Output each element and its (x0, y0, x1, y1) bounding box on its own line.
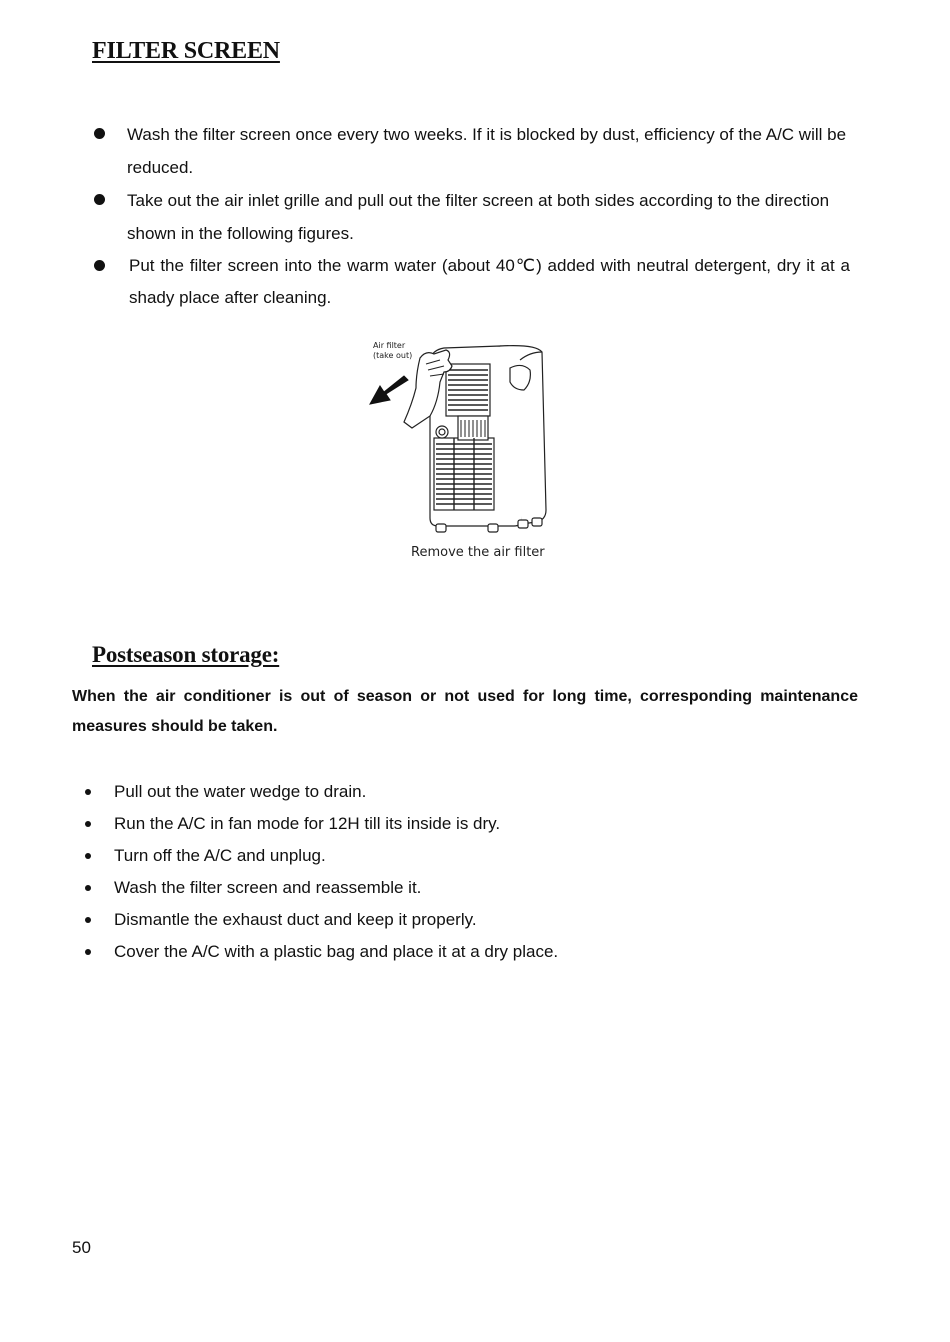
bullet-icon (85, 949, 91, 955)
list-item-text: Wash the filter screen and reassemble it. (114, 878, 422, 897)
list-item (84, 840, 558, 872)
bullet-icon (94, 194, 105, 205)
list-item (90, 184, 850, 250)
list-item (90, 250, 850, 314)
list-item (84, 904, 558, 936)
list-item-text: Cover the A/C with a plastic bag and place it at a dry place. (114, 942, 559, 961)
filter-instructions-list (90, 118, 850, 314)
list-item (84, 808, 558, 840)
figure-label (373, 341, 433, 361)
postseason-storage-heading: Postseason storage: (92, 642, 280, 667)
list-item (84, 776, 558, 808)
list-item (84, 936, 558, 968)
bullet-icon (85, 853, 91, 859)
bullet-icon (85, 917, 91, 923)
list-item-text: Wash the filter screen once every two weeks. If it is blocked by dust, efficiency of the A/C will be reduced. (127, 125, 847, 177)
bullet-icon (94, 260, 105, 271)
figure-label-line1: Air filter (373, 341, 406, 350)
bullet-icon (85, 789, 91, 795)
list-item (90, 118, 850, 184)
list-item-text: Take out the air inlet grille and pull out the filter screen at both sides according to the direction shown in the following figures. (127, 191, 830, 243)
bullet-icon (85, 821, 91, 827)
page-number: 50 (72, 1238, 91, 1257)
air-conditioner-illustration (360, 338, 560, 568)
list-item-text: Dismantle the exhaust duct and keep it properly. (114, 910, 477, 929)
list-item-text: Put the filter screen into the warm water (about 40℃) added with neutral detergent, dry it at a shady place after cleaning. (129, 256, 850, 307)
list-item-text: Pull out the water wedge to drain. (114, 782, 367, 801)
list-item-text: Turn off the A/C and unplug. (114, 846, 326, 865)
figure-label-line2: (take out) (373, 351, 413, 360)
filter-screen-heading: FILTER SCREEN (92, 38, 280, 64)
bullet-icon (94, 128, 105, 139)
bullet-icon (85, 885, 91, 891)
storage-intro: When the air conditioner is out of season or not used for long time, corresponding maintenance measures should be taken. (72, 688, 858, 735)
storage-steps-list (84, 776, 558, 968)
list-item (84, 872, 558, 904)
list-item-text: Run the A/C in fan mode for 12H till its inside is dry. (114, 814, 501, 833)
figure-caption: Remove the air filter (411, 545, 545, 560)
